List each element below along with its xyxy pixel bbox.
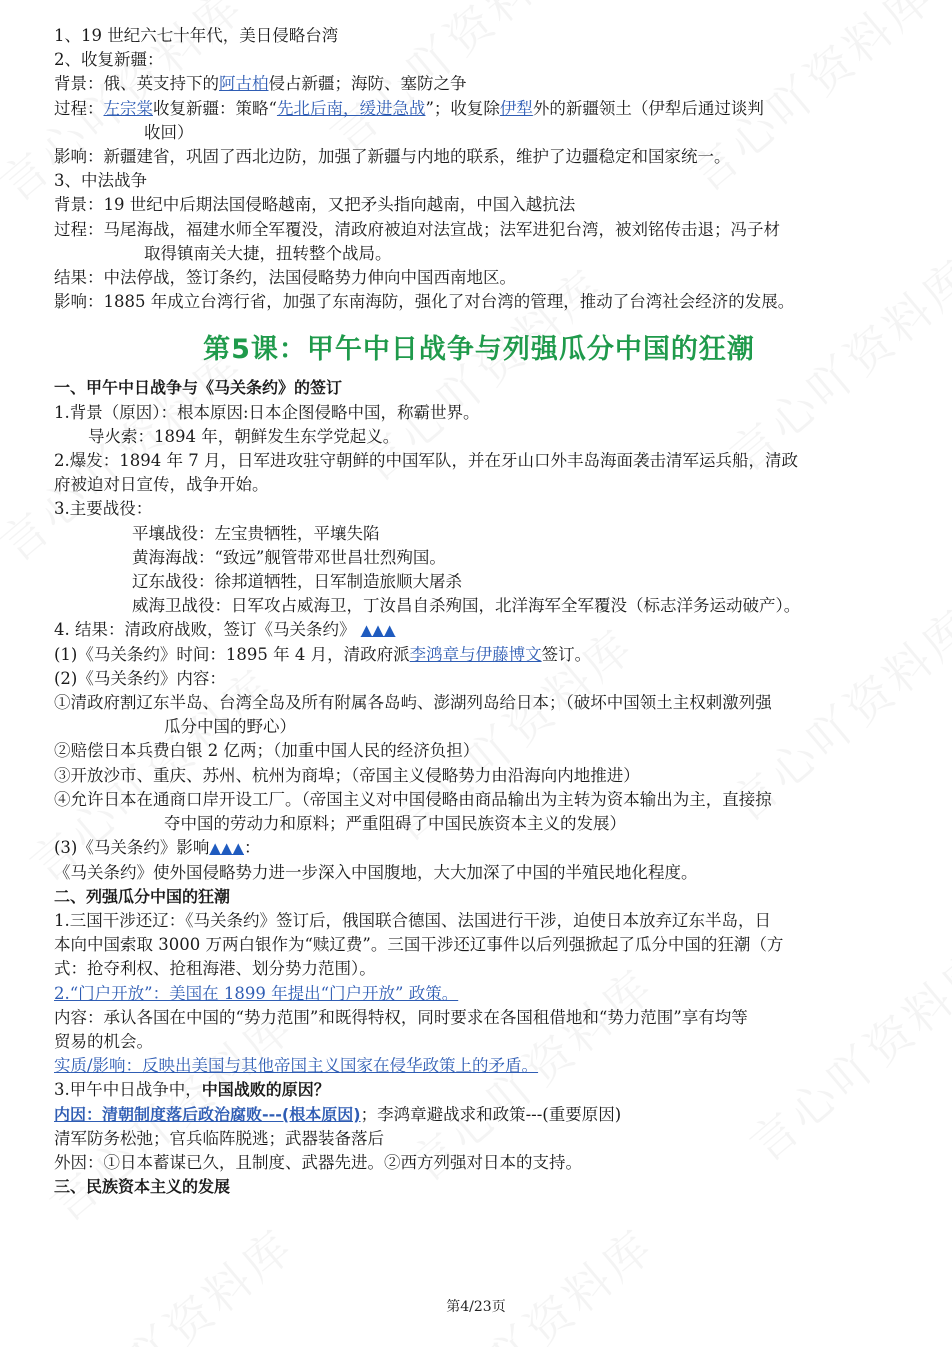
- paragraph: 导火索：1894 年，朝鲜发生东学党起义。: [88, 426, 400, 446]
- treaty-clause: ④允许日本在通商口岸开设工厂。（帝国主义对中国侵略由商品输出为主转为资本输出为主，直接掠: [54, 789, 772, 809]
- link-open-door[interactable]: 2.“门户开放”：美国在 1899 年提出“门户开放” 政策。: [54, 983, 459, 1003]
- paragraph-process: [54, 97, 904, 121]
- subheading: (2)《马关条约》内容：: [54, 668, 226, 688]
- text: (1)《马关条约》时间：1895 年 4 月，清政府派: [54, 644, 410, 664]
- paragraph-continuation: 收回）: [144, 122, 194, 142]
- paragraph: 1.背景（原因）：根本原因:日本企图侵略中国，称霸世界。: [54, 402, 480, 422]
- paragraph: 贸易的机会。: [54, 1031, 153, 1051]
- link-yili[interactable]: 伊犁: [499, 98, 533, 118]
- paragraph: 式：抢夺利权、抢租海港、划分势力范围）。: [54, 959, 376, 979]
- text: (3)《马关条约》影响: [54, 838, 210, 858]
- treaty-clause-continuation: 瓜分中国的野心）: [164, 717, 296, 737]
- treaty-clause: ①清政府割辽东半岛、台湾全岛及所有附属各岛屿、澎湖列岛给日本；（破坏中国领土主权刺激列强: [54, 693, 772, 713]
- text: 4. 结果：清政府战败，签订《马关条约》: [54, 620, 356, 640]
- subheading: 3.主要战役：: [54, 499, 153, 519]
- text: 收复新疆：策略“: [153, 98, 277, 118]
- treaty-clause: ②赔偿日本兵费白银 2 亿两；（加重中国人民的经济负担）: [54, 741, 480, 761]
- list-item: 1、19 世纪六七十年代，美日侵略台湾: [54, 26, 339, 45]
- paragraph-background: 背景：19 世纪中后期法国侵略越南，又把矛头指向越南，中国入越抗法: [54, 195, 576, 215]
- section-heading: 一、甲午中日战争与《马关条约》的签订: [54, 378, 343, 398]
- text: 外的新疆领土（伊犁后通过谈判: [532, 98, 764, 118]
- document-page: [54, 24, 904, 1199]
- paragraph-result: [54, 618, 904, 642]
- link-agubo[interactable]: 阿古柏: [219, 74, 269, 94]
- subheading: [54, 836, 904, 860]
- paragraph-continuation: 取得镇南关大捷，扭转整个战局。: [144, 243, 392, 263]
- treaty-clause-continuation: 夺中国的劳动力和原料；严重阻碍了中国民族资本主义的发展）: [164, 814, 626, 834]
- text: ：: [243, 838, 261, 858]
- label: 过程：: [54, 98, 104, 118]
- importance-triangles-icon: ▲▲▲: [360, 621, 396, 640]
- paragraph-background: [54, 72, 904, 96]
- link-signers[interactable]: 李鸿章与伊藤博文: [409, 644, 542, 664]
- paragraph: 外因：①日本蓄谋已久，且制度、武器先进。②西方列强对日本的支持。: [54, 1152, 582, 1172]
- label: 背景：: [54, 74, 104, 94]
- text: 3.甲午中日战争中，: [54, 1080, 202, 1100]
- page-number: 第4/23页: [446, 1299, 506, 1315]
- link-internal-cause[interactable]: 内因：清朝制度落后政治腐败---(根本原因): [54, 1104, 361, 1124]
- paragraph: 本向中国索取 3000 万两白银作为“赎辽费”。三国干涉还辽事件以后列强掀起了瓜分中国的狂潮（方: [54, 935, 784, 955]
- link-zuo-zongtang[interactable]: 左宗棠: [103, 98, 153, 118]
- text: 签订。: [541, 644, 592, 664]
- watermark-text: [34, 1211, 306, 1347]
- paragraph: 《马关条约》使外国侵略势力进一步深入中国腹地，大大加深了中国的半殖民地化程度。: [54, 862, 698, 882]
- battle-item: 平壤战役：左宝贵牺牲，平壤失陷: [132, 523, 380, 543]
- text: 侵占新疆；海防、塞防之争: [268, 74, 467, 94]
- watermark-text: [394, 1211, 666, 1347]
- paragraph: 2.爆发：1894 年 7 月，日军进攻驻守朝鲜的中国军队，并在牙山口外丰岛海面袭击清军运兵船，清政: [54, 451, 798, 471]
- battle-item: 黄海海战：“致远”舰管带邓世昌壮烈殉国。: [132, 547, 446, 567]
- paragraph-process: 过程：马尾海战，福建水师全军覆没，清政府被迫对法宣战；法军进犯台湾，被刘铭传击退；冯子材: [54, 219, 780, 239]
- link-strategy[interactable]: 先北后南，缓进急战: [276, 98, 426, 118]
- text: ”；收复除: [425, 98, 500, 118]
- paragraph: 1.三国干涉还辽：《马关条约》签订后，俄国联合德国、法国进行干涉，迫使日本放弃辽东半岛，日: [54, 910, 771, 930]
- link-essence[interactable]: 实质/影响：反映出美国与其他帝国主义国家在侵华政策上的矛盾。: [54, 1056, 539, 1076]
- text: 俄、英支持下的: [103, 74, 219, 94]
- paragraph: [54, 1103, 904, 1127]
- paragraph-impact: 影响：新疆建省，巩固了西北边防，加强了新疆与内地的联系，维护了边疆稳定和国家统一。: [54, 147, 731, 167]
- section-heading: 三、民族资本主义的发展: [54, 1177, 231, 1197]
- paragraph: [54, 643, 904, 667]
- paragraph: 清军防务松弛；官兵临阵脱逃；武器装备落后: [54, 1128, 384, 1148]
- importance-triangles-icon: ▲▲▲: [209, 839, 244, 858]
- paragraph: [54, 1078, 904, 1102]
- lesson-title: 第5课：甲午中日战争与列强瓜分中国的狂潮: [203, 334, 755, 366]
- paragraph-result: 结果：中法停战，签订条约，法国侵略势力伸向中国西南地区。: [54, 268, 516, 288]
- paragraph-continuation: 府被迫对日宣传，战争开始。: [54, 475, 269, 495]
- paragraph: [54, 1054, 904, 1078]
- paragraph: 内容：承认各国在中国的“势力范围”和既得特权，同时要求在各国租借地和“势力范围”享有均等: [54, 1007, 748, 1027]
- bold-text: 中国战败的原因？: [201, 1080, 330, 1100]
- treaty-clause: ③开放沙市、重庆、苏州、杭州为商埠；（帝国主义侵略势力由沿海向内地推进）: [54, 765, 640, 785]
- subheading: 2、收复新疆：: [54, 50, 164, 70]
- paragraph-impact: 影响：1885 年成立台湾行省，加强了东南海防，强化了对台湾的管理，推动了台湾社会经济的发展。: [54, 292, 795, 312]
- section-heading: 二、列强瓜分中国的狂潮: [54, 886, 231, 906]
- subheading: 3、中法战争: [54, 171, 147, 191]
- battle-item: 辽东战役：徐邦道牺牲，日军制造旅顺大屠杀: [132, 572, 462, 592]
- paragraph: [54, 982, 904, 1006]
- battle-item: 威海卫战役：日军攻占威海卫，丁汝昌自杀殉国，北洋海军全军覆没（标志洋务运动破产）。: [132, 596, 801, 616]
- text: ；李鸿章避战求和政策---(重要原因): [360, 1104, 622, 1124]
